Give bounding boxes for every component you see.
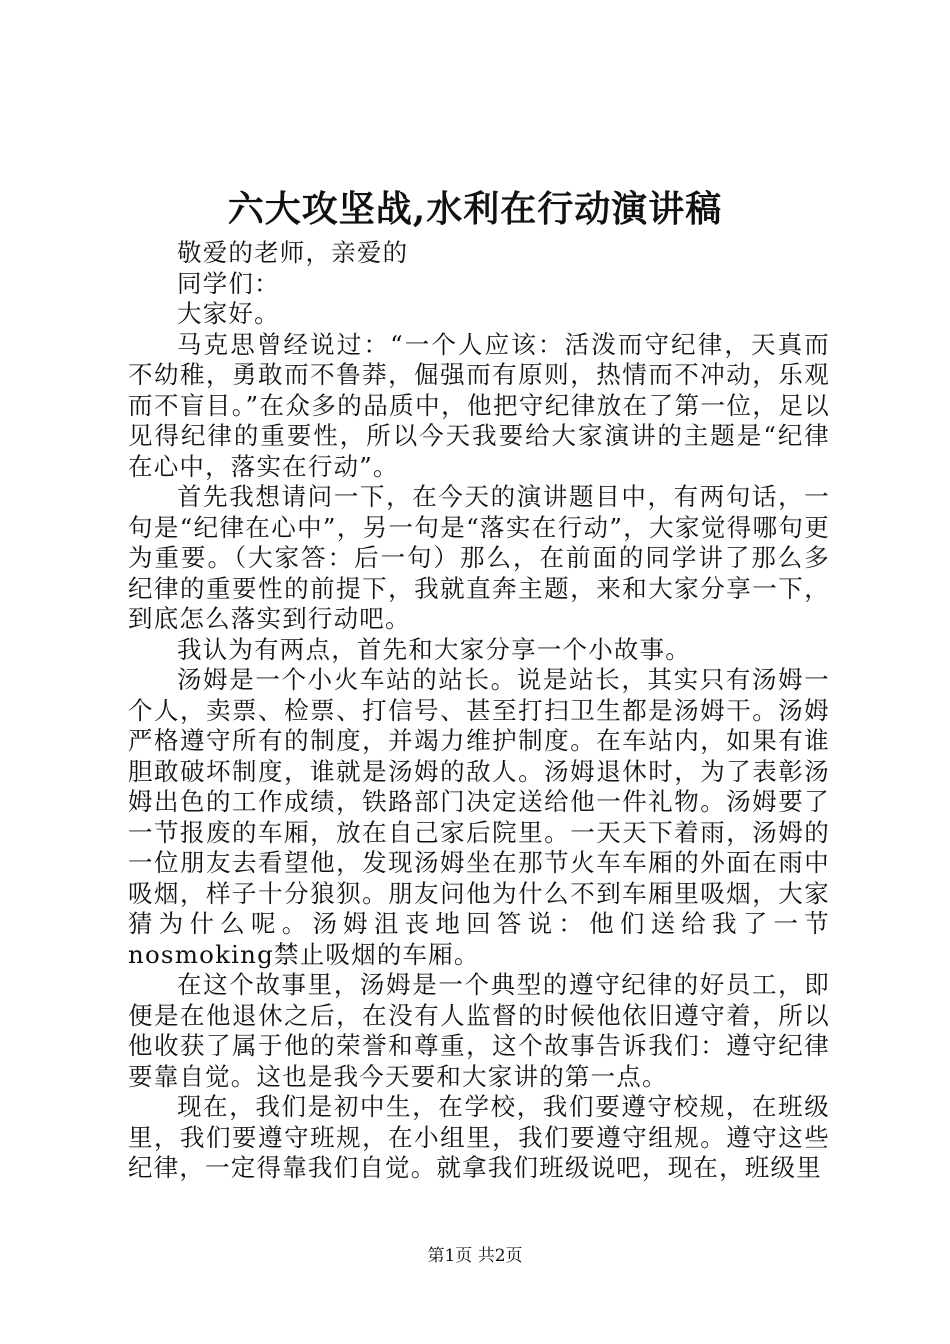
paragraph-marx-quote: 马克思曾经说过：“一个人应该：活泼而守纪律，天真而不幼稚，勇敢而不鲁莽，倔强而有原则，热情而不冲动，乐观而不盲目。”在众多的品质中，他把守纪律放在了第一位，足以见得纪律的重要性，所以今天我要给大家演讲的主题是“纪律在心中，落实在行动”。	[128, 329, 830, 481]
paragraph-greeting-cont: 同学们：	[177, 268, 280, 298]
paragraph-question: 首先我想请问一下，在今天的演讲题目中，有两句话，一句是“纪律在心中”，另一句是“落实在行动”，大家觉得哪句更为重要。（大家答：后一句）那么，在前面的同学讲了那么多纪律的重要性的前提下，我就直奔主题，来和大家分享一下，到底怎么落实到行动吧。	[128, 482, 830, 633]
paragraph-story-lesson: 在这个故事里，汤姆是一个典型的遵守纪律的好员工，即便是在他退休之后，在没有人监督的时候他依旧遵守着，所以他收获了属于他的荣誉和尊重，这个故事告诉我们：遵守纪律要靠自觉。这也是我今天要和大家讲的第一点。	[128, 970, 830, 1091]
document-body	[128, 238, 830, 1184]
paragraph-two-points: 我认为有两点，首先和大家分享一个小故事。	[177, 634, 691, 664]
document-title: 六大攻坚战,水利在行动演讲稿	[227, 188, 723, 230]
paragraph-school-rules: 现在，我们是初中生，在学校，我们要遵守校规，在班级里，我们要遵守班规，在小组里，我们要遵守组规。遵守这些纪律，一定得靠我们自觉。就拿我们班级说吧，现在，班级里	[128, 1092, 830, 1182]
paragraph-tom-story: 汤姆是一个小火车站的站长。说是站长，其实只有汤姆一个人，卖票、检票、打信号、甚至打扫卫生都是汤姆干。汤姆严格遵守所有的制度，并竭力维护制度。在车站内，如果有谁胆敢破坏制度，谁就是汤姆的敌人。汤姆退休时，为了表彰汤姆出色的工作成绩，铁路部门决定送给他一件礼物。汤姆要了一节报废的车厢，放在自己家后院里。一天天下着雨，汤姆的一位朋友去看望他，发现汤姆坐在那节火车车厢的外面在雨中吸烟，样子十分狼狈。朋友问他为什么不到车厢里吸烟，大家猜为什么呢。汤姆沮丧地回答说：他们送给我了一节nosmoking禁止吸烟的车厢。	[128, 665, 830, 969]
paragraph-hello: 大家好。	[177, 299, 280, 328]
paragraph-greeting: 敬爱的老师，亲爱的	[177, 238, 409, 267]
page-number-footer: 第1页 共2页	[427, 1246, 523, 1266]
